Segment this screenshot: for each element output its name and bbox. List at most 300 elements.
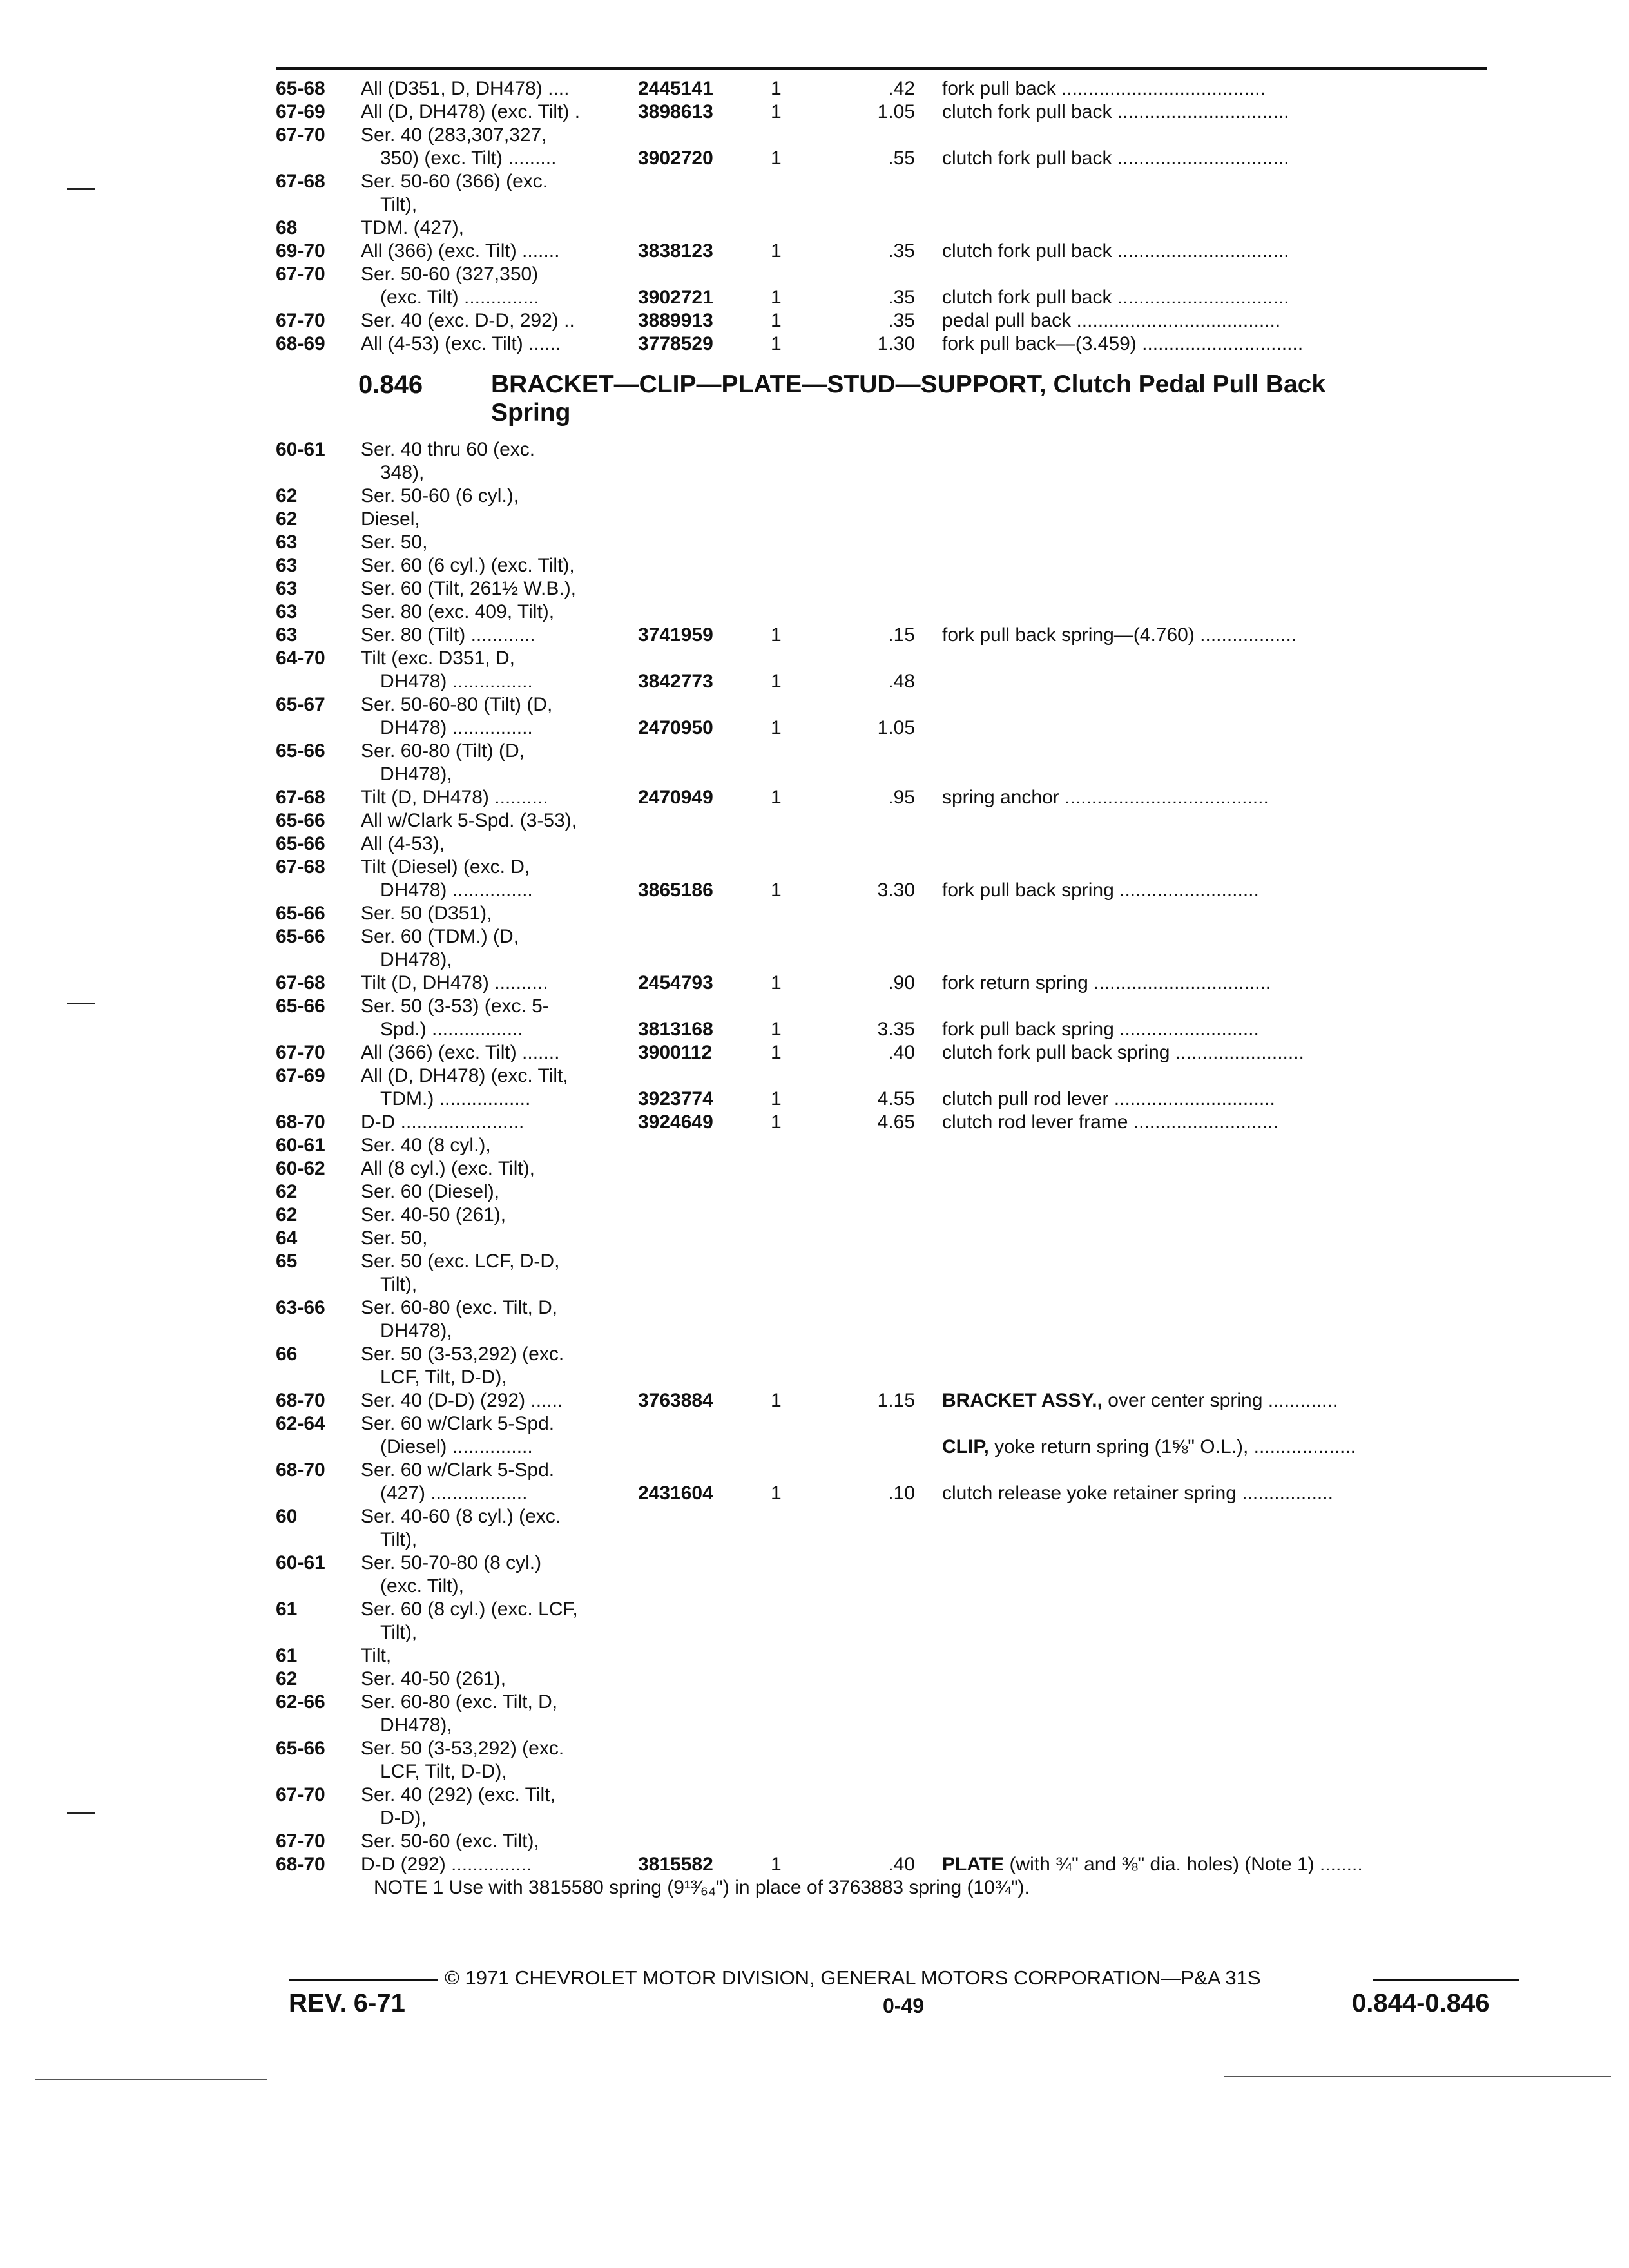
application [361, 1250, 559, 1273]
quantity: 1 [771, 287, 782, 308]
scan-edge-line [35, 2079, 267, 2080]
application [361, 554, 575, 577]
model-years: 61 [276, 1645, 298, 1666]
quantity: 1 [771, 972, 782, 994]
price: .90 [888, 972, 915, 994]
application-text: DH478) [380, 879, 447, 901]
quantity: 1 [771, 717, 782, 738]
parts-row [0, 1644, 1629, 1667]
model-years: 63 [276, 532, 298, 553]
footer-page-number: 0-49 [883, 1994, 925, 2017]
application-text: Ser. 50 (exc. LCF, D-D, [361, 1251, 560, 1272]
application [380, 147, 556, 170]
application-text: Ser. 50, [361, 532, 428, 553]
application-text: Ser. 50-70-80 (8 cyl.) [361, 1552, 542, 1573]
description-text: over center spring ............. [1102, 1390, 1338, 1411]
model-years: 68-70 [276, 1459, 325, 1481]
application-text: Ser. 60 (Diesel), [361, 1181, 500, 1202]
description [942, 77, 1266, 101]
parts-row [0, 1064, 1629, 1088]
application-text: Ser. 60-80 (exc. Tilt, D, [361, 1691, 558, 1713]
application-text: All w/Clark 5-Spd. (3-53), [361, 810, 577, 831]
parts-row [0, 170, 1629, 193]
parts-row [0, 972, 1629, 995]
parts-row [0, 485, 1629, 508]
model-years: 64-70 [276, 648, 325, 669]
description [942, 332, 1303, 356]
description-text: fork pull back spring .......................... [942, 1019, 1259, 1040]
model-years: 68-70 [276, 1854, 325, 1875]
price: 1.15 [877, 1390, 915, 1411]
parts-row [0, 1528, 1629, 1552]
application-text: Tilt (D, DH478) [361, 972, 489, 994]
application-text: (427) [380, 1483, 426, 1504]
description [942, 286, 1289, 309]
part-number: 3900112 [638, 1042, 713, 1063]
application-text: Ser. 60 (8 cyl.) (exc. LCF, [361, 1599, 578, 1620]
model-years: 67-68 [276, 972, 325, 994]
model-years: 60-61 [276, 439, 325, 460]
model-years: 65-66 [276, 833, 325, 854]
application-text: DH478), [380, 1715, 452, 1736]
application-text: Ser. 50-60 (366) (exc. [361, 171, 548, 192]
application [380, 193, 417, 216]
application-text: Ser. 60 w/Clark 5-Spd. [361, 1413, 555, 1434]
price: .95 [888, 787, 915, 808]
part-number: 3842773 [638, 671, 713, 692]
description [942, 1482, 1333, 1505]
quantity: 1 [771, 101, 782, 122]
quantity: 1 [771, 1019, 782, 1040]
application [361, 786, 548, 809]
application [380, 461, 424, 485]
leader-dots: .......... [488, 972, 548, 994]
parts-row [0, 1853, 1629, 1876]
application-text: Tilt), [380, 1529, 418, 1550]
application [361, 1227, 427, 1250]
parts-row [0, 332, 1629, 356]
application [361, 124, 547, 147]
model-years: 69-70 [276, 240, 325, 262]
section-title: BRACKET—CLIP—PLATE—STUD—SUPPORT, Clutch Pedal Pull Back [491, 370, 1326, 398]
application [361, 856, 530, 879]
price: 1.30 [877, 333, 915, 354]
part-name: CLIP, [942, 1436, 989, 1457]
price: 3.35 [877, 1019, 915, 1040]
model-years: 60-62 [276, 1158, 325, 1179]
model-years: 68-70 [276, 1390, 325, 1411]
application-text: Ser. 60 (6 cyl.) (exc. Tilt), [361, 555, 575, 576]
quantity: 1 [771, 1390, 782, 1411]
application-text: D-D), [380, 1807, 427, 1829]
price: .42 [888, 78, 915, 99]
model-years: 67-70 [276, 1831, 325, 1852]
description [942, 1436, 1356, 1459]
application-text: Tilt), [380, 1622, 418, 1643]
application [380, 1807, 427, 1830]
application [380, 1621, 417, 1644]
application [361, 1691, 557, 1714]
application [380, 1528, 417, 1552]
application [380, 1575, 464, 1598]
leader-dots: ............... [445, 1854, 532, 1875]
description [942, 786, 1269, 809]
parts-row [0, 461, 1629, 485]
application-text: Ser. 80 (Tilt) [361, 624, 466, 646]
application [361, 531, 427, 554]
application-text: Ser. 50 (3-53,292) (exc. [361, 1343, 564, 1365]
application [361, 77, 569, 101]
part-number: 3778529 [638, 333, 713, 354]
model-years: 65-66 [276, 995, 325, 1017]
application-text: All (366) (exc. Tilt) [361, 240, 517, 262]
part-name: BRACKET ASSY., [942, 1390, 1103, 1411]
price: .10 [888, 1483, 915, 1504]
parts-row [0, 647, 1629, 670]
price: 3.30 [877, 879, 915, 901]
model-years: 67-70 [276, 1784, 325, 1805]
parts-row [0, 740, 1629, 763]
top-rule [276, 67, 1487, 70]
description-text: fork return spring ................................. [942, 972, 1271, 994]
leader-dots: .......... [488, 787, 548, 808]
application-text: Ser. 60-80 (Tilt) (D, [361, 740, 525, 762]
model-years: 67-70 [276, 1042, 325, 1063]
part-number: 3865186 [638, 879, 713, 901]
parts-row [0, 1296, 1629, 1320]
model-years: 68-69 [276, 333, 325, 354]
application [361, 1598, 578, 1621]
application-text: Ser. 60 w/Clark 5-Spd. [361, 1459, 555, 1481]
application [361, 647, 515, 670]
price: 1.05 [877, 717, 915, 738]
leader-dots: ................. [434, 1088, 531, 1110]
description [942, 1041, 1304, 1064]
model-years: 65-66 [276, 810, 325, 831]
application-text: Tilt (exc. D351, D, [361, 648, 515, 669]
application [361, 1783, 555, 1807]
application-text: 350) (exc. Tilt) [380, 148, 503, 169]
parts-row [0, 508, 1629, 531]
application [380, 1436, 533, 1459]
description-text: yoke return spring (1⅝" O.L.), ................... [988, 1436, 1356, 1457]
application [361, 438, 535, 461]
application-text: Ser. 40-50 (261), [361, 1204, 506, 1225]
application [361, 332, 561, 356]
model-years: 62 [276, 508, 298, 530]
model-years: 62 [276, 1668, 298, 1689]
parts-row [0, 1343, 1629, 1366]
description [942, 1088, 1275, 1111]
quantity: 1 [771, 310, 782, 331]
model-years: 60-61 [276, 1135, 325, 1156]
description [942, 624, 1296, 647]
parts-row [0, 577, 1629, 601]
part-number: 3763884 [638, 1390, 713, 1411]
application-text: Ser. 50, [361, 1227, 428, 1249]
application-text: Ser. 50 (3-53) (exc. 5- [361, 995, 549, 1017]
application [380, 1018, 523, 1041]
application [380, 763, 452, 786]
application-text: All (D, DH478) (exc. Tilt) [361, 101, 570, 122]
description-text: clutch rod lever frame ........................... [942, 1111, 1278, 1133]
application [361, 693, 552, 716]
application-text: TDM.) [380, 1088, 434, 1110]
application [361, 1157, 535, 1180]
application [361, 240, 559, 263]
quantity: 1 [771, 1483, 782, 1504]
quantity: 1 [771, 879, 782, 901]
application [361, 972, 548, 995]
application-text: Ser. 50 (D351), [361, 903, 492, 924]
parts-row [0, 554, 1629, 577]
parts-row [0, 101, 1629, 124]
part-number: 2470950 [638, 717, 713, 738]
parts-row [0, 1273, 1629, 1296]
application-text: Ser. 40 (292) (exc. Tilt, [361, 1784, 555, 1805]
model-years: 60 [276, 1506, 298, 1527]
quantity: 1 [771, 787, 782, 808]
application [361, 1412, 554, 1436]
application-text: Tilt), [380, 194, 418, 215]
parts-row [0, 1505, 1629, 1528]
price: 4.65 [877, 1111, 915, 1133]
model-years: 68 [276, 217, 298, 238]
parts-row [0, 1320, 1629, 1343]
model-years: 63-66 [276, 1297, 325, 1318]
application [361, 902, 492, 925]
description [942, 879, 1259, 902]
description-text: spring anchor ...................................... [942, 787, 1269, 808]
parts-row [0, 263, 1629, 286]
quantity: 1 [771, 671, 782, 692]
description-text: clutch fork pull back ................................ [942, 287, 1289, 308]
part-number: 2431604 [638, 1483, 713, 1504]
quantity: 1 [771, 1111, 782, 1133]
model-years: 67-69 [276, 101, 325, 122]
parts-row [0, 1018, 1629, 1041]
parts-row [0, 1180, 1629, 1204]
leader-dots: .... [542, 78, 570, 99]
part-number: 3924649 [638, 1111, 713, 1133]
model-years: 65-68 [276, 78, 325, 99]
application-text: All (4-53) (exc. Tilt) [361, 333, 523, 354]
part-number: 3838123 [638, 240, 713, 262]
quantity: 1 [771, 1088, 782, 1110]
leader-dots: ............ [465, 624, 535, 646]
parts-row [0, 1552, 1629, 1575]
description-text: fork pull back spring .......................... [942, 879, 1259, 901]
footer-copyright: © 1971 CHEVROLET MOTOR DIVISION, GENERAL MOTORS CORPORATION—P&A 31S [445, 1966, 1261, 1989]
leader-dots: .............. [458, 287, 539, 308]
parts-row [0, 879, 1629, 902]
application-text: Ser. 80 (exc. 409, Tilt), [361, 601, 555, 622]
parts-row [0, 902, 1629, 925]
model-years: 62 [276, 1204, 298, 1225]
application [380, 670, 533, 693]
description [942, 1853, 1363, 1876]
application [361, 624, 535, 647]
application-text: Ser. 50 (3-53,292) (exc. [361, 1738, 564, 1759]
application-text: Ser. 60 (Tilt, 261½ W.B.), [361, 578, 577, 599]
model-years: 65 [276, 1251, 298, 1272]
model-years: 67-68 [276, 856, 325, 878]
parts-row [0, 1760, 1629, 1783]
parts-row [0, 948, 1629, 972]
application-text: All (4-53), [361, 833, 445, 854]
application-text: Ser. 60 (TDM.) (D, [361, 926, 519, 947]
application-text: TDM. (427), [361, 217, 465, 238]
quantity: 1 [771, 240, 782, 262]
price: .35 [888, 240, 915, 262]
parts-row [0, 1459, 1629, 1482]
application [361, 925, 519, 948]
leader-dots: ...... [523, 333, 561, 354]
leader-dots: ....................... [395, 1111, 525, 1133]
application-text: DH478) [380, 671, 447, 692]
part-number: 3813168 [638, 1019, 713, 1040]
parts-row [0, 786, 1629, 809]
parts-row [0, 1204, 1629, 1227]
application [361, 1505, 561, 1528]
description [942, 240, 1289, 263]
parts-row [0, 1691, 1629, 1714]
model-years: 67-70 [276, 310, 325, 331]
part-number: 3889913 [638, 310, 713, 331]
parts-row [0, 309, 1629, 332]
application [380, 286, 539, 309]
description [942, 147, 1289, 170]
price: .55 [888, 148, 915, 169]
parts-row [0, 601, 1629, 624]
margin-mark [67, 1812, 95, 1814]
application [361, 1853, 532, 1876]
parts-row [0, 1575, 1629, 1598]
application [380, 1482, 527, 1505]
footer-revision: REV. 6-71 [289, 1989, 405, 2017]
application [361, 216, 464, 240]
parts-row [0, 693, 1629, 716]
description [942, 1111, 1278, 1134]
model-years: 65-66 [276, 1738, 325, 1759]
leader-dots: . [569, 101, 581, 122]
parts-row [0, 1157, 1629, 1180]
note-1: NOTE 1 Use with 3815580 spring (9¹³⁄₆₄") in place of 3763883 spring (10¾"). [374, 1877, 1030, 1898]
parts-row [0, 216, 1629, 240]
parts-row [0, 1041, 1629, 1064]
application-text: LCF, Tilt, D-D), [380, 1367, 507, 1388]
model-years: 67-70 [276, 124, 325, 146]
application [361, 309, 575, 332]
model-years: 67-69 [276, 1065, 325, 1086]
leader-dots: .................. [425, 1483, 528, 1504]
quantity: 1 [771, 624, 782, 646]
parts-row [0, 438, 1629, 461]
application [361, 1134, 491, 1157]
leader-dots: ............... [447, 879, 533, 901]
part-number: 2454793 [638, 972, 713, 994]
application [361, 1737, 564, 1760]
application [361, 1111, 524, 1134]
parts-row [0, 240, 1629, 263]
section-title-cont: Spring [491, 399, 571, 427]
application [361, 1064, 568, 1088]
leader-dots: ....... [516, 240, 560, 262]
application-text: Tilt), [380, 1274, 418, 1295]
leader-dots: .. [558, 310, 575, 331]
application-text: Ser. 40-50 (261), [361, 1668, 506, 1689]
application-text: LCF, Tilt, D-D), [380, 1761, 507, 1782]
application-text: D-D [361, 1111, 396, 1133]
application [380, 1760, 507, 1783]
model-years: 63 [276, 555, 298, 576]
parts-row [0, 1783, 1629, 1807]
application-text: All (D, DH478) (exc. Tilt, [361, 1065, 568, 1086]
application-text: (Diesel) [380, 1436, 447, 1457]
description-text: clutch pull rod lever .............................. [942, 1088, 1275, 1110]
application-text: Ser. 40 (exc. D-D, 292) [361, 310, 559, 331]
description [942, 972, 1271, 995]
application-text: DH478), [380, 764, 452, 785]
model-years: 62 [276, 1181, 298, 1202]
application [361, 740, 525, 763]
application [361, 1180, 499, 1204]
application [380, 1320, 452, 1343]
parts-row [0, 147, 1629, 170]
model-years: 60-61 [276, 1552, 325, 1573]
parts-row [0, 1807, 1629, 1830]
application [361, 809, 577, 832]
application-text: Diesel, [361, 508, 420, 530]
model-years: 65-66 [276, 903, 325, 924]
model-years: 66 [276, 1343, 298, 1365]
description-text: clutch release yoke retainer spring ................. [942, 1483, 1333, 1504]
application-text: 348), [380, 462, 425, 483]
part-name: PLATE [942, 1854, 1005, 1875]
quantity: 1 [771, 78, 782, 99]
model-years: 68-70 [276, 1111, 325, 1133]
description-text: clutch fork pull back ................................ [942, 148, 1289, 169]
application-text: Tilt, [361, 1645, 392, 1666]
application-text: D-D (292) [361, 1854, 446, 1875]
application-text: Ser. 40 (283,307,327, [361, 124, 547, 146]
model-years: 67-70 [276, 264, 325, 285]
parts-row [0, 531, 1629, 554]
model-years: 64 [276, 1227, 298, 1249]
parts-row [0, 1389, 1629, 1412]
application [380, 1366, 507, 1389]
application [361, 1204, 506, 1227]
application [361, 601, 554, 624]
application [361, 832, 445, 856]
application [361, 508, 420, 531]
model-years: 62-64 [276, 1413, 325, 1434]
parts-row [0, 716, 1629, 740]
description-text: clutch fork pull back spring ........................ [942, 1042, 1304, 1063]
application-text: Spd.) [380, 1019, 427, 1040]
model-years: 63 [276, 601, 298, 622]
application-text: DH478), [380, 949, 452, 970]
parts-row [0, 1714, 1629, 1737]
footer-rule-left [289, 1979, 438, 1981]
price: 4.55 [877, 1088, 915, 1110]
application [380, 1714, 452, 1737]
application-text: Ser. 40-60 (8 cyl.) (exc. [361, 1506, 561, 1527]
application [361, 1552, 541, 1575]
section-number: 0.846 [358, 370, 423, 399]
part-number: 3815582 [638, 1854, 713, 1875]
quantity: 1 [771, 1042, 782, 1063]
